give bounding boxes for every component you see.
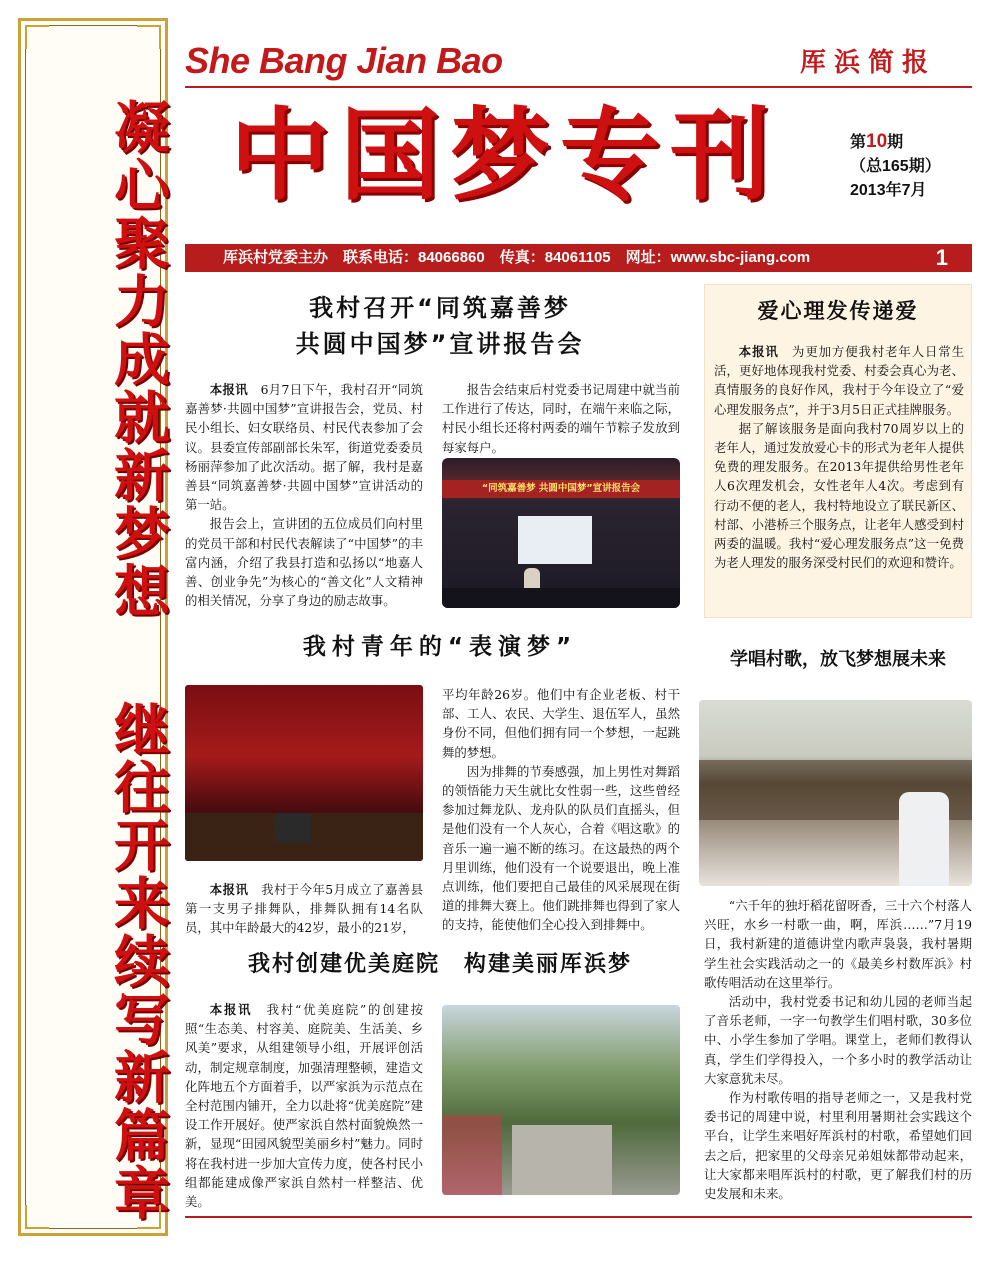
slogan-banner [18,18,171,1236]
article2-lead: 本报讯 [209,882,249,897]
article2-para2: 因为排舞的节奏感强，加上男性对舞蹈的领悟能力天生就比女性弱一些，这些曾经参加过舞龙队、龙舟队的队员们直摇头，但是他们没有一个人灰心，合着《唱这歌》的音乐一遍一遍不断的练习。在这最热的两个月里训练，他们没有一个说要退出，晚上准点训练，他们要把自己最佳的风采展现在街道的排舞大赛上。他们跳排舞也得到了家人的支持，能使他们全心投入到排舞中。 [442,763,680,933]
frame-corner-ornament [137,1205,161,1229]
slogan-top: 凝心聚力成就新梦想 [105,98,171,620]
article2-para1a: 我村于今年5月成立了嘉善县第一支男子排舞队，排舞队拥有14名队员，其中年龄最大的42岁，最小的21岁， [185,882,424,936]
article1-lead: 本报讯 [209,382,248,397]
issue-suffix: 期 [887,134,904,151]
student-figure [899,792,949,886]
projector-screen [518,516,592,564]
courtyard-path [512,1125,612,1195]
dance-photo [185,685,423,861]
stage-light [275,813,311,843]
article2-headline: 我村青年的“表演梦” [302,634,578,660]
sidebar2-para1: “六千年的独圩稻花留呀香，三十六个村落人兴旺，水乡一村歌一曲，啊，厍浜……”7月19日，我村新建的道德讲堂内歌声袅袅，我村暑期学生社会实践活动之一的《最美乡村数厍浜》村歌传唱活动在这里举行。 [704,898,972,990]
issue-prefix: 第 [850,134,867,151]
stage-floor [442,588,680,608]
lecture-photo [442,458,680,608]
info-bar-text: 厍浜村党委主办 联系电话：84066860 传真：84061105 网址：www.sbc-jiang.com [223,249,811,266]
issue-date: 2013年7月 [850,182,927,199]
article3-para1: 我村“优美庭院”的创建按照“生态美、村容美、庭院美、生活美、乡风美”要求，从组建领导小组，开展评创活动，制定规章制度，加强清理整顿，建造文化阵地五个方面着手，以严家浜为示范点在全村范围内铺开，全力以赴将“优美庭院”建设工作开展好。使严家浜自然村面貌焕然一新，显现“田园风貌型美丽乡村”魅力。同时将在我村进一步加大宣传力度，使各村民小组都能建成像严家浜自然村一样整洁、优美。 [185,1002,424,1210]
frame-corner-ornament [137,25,161,49]
sidebar1-headline: 爱心理发传递爱 [757,299,919,323]
classroom-photo [699,700,972,886]
issue-number-line [850,130,941,155]
sidebar1-para1: 为更加方便我村老年人日常生活，更好地体现我村党委、村委会真心为老、真情服务的良好作风，我村于今年设立了“爱心理发服务点”，并于3月5日正式挂牌服务。 [714,344,965,417]
article2-para1b: 平均年龄26岁。他们中有企业老板、村干部、工人、农民、大学生、退伍军人，虽然身份不同，但他们拥有同一个梦想，一起跳舞的梦想。 [442,687,680,760]
lecture-photo-banner: “同筑嘉善梦 共圆中国梦”宣讲报告会 [442,480,680,498]
sidebar2-para2: 活动中，我村党委书记和幼儿园的老师当起了音乐老师，一字一句教学生们唱村歌，30多位中、小学生参加了学唱。课堂上，老师们教得认真，学生们学得投入，一个多小时的教学活动让大家意犹未尽。 [704,994,972,1086]
sidebar1-body [714,342,964,572]
article3-lead: 本报讯 [209,1002,253,1017]
article1-headline-line2: 共圆中国梦”宣讲报告会 [295,330,585,358]
article1-para1: 6月7日下午，我村召开“同筑嘉善梦·共圆中国梦”宣讲报告会，党员、村民小组长、妇女联络员、村民代表参加了会议。县委宣传部副部长朱军，街道党委委员杨丽萍参加了此次活动。据了解，我村是嘉善县“同筑嘉善梦·共圆中国梦”宣讲活动的第一站。 [185,382,424,513]
page-number: 1 [935,245,948,270]
sidebar1-para2: 据了解该服务是面向我村70周岁以上的老年人，通过发放爱心卡的形式为老年人提供免费的理发服务。在2013年提供给男性老年人6次理发机会，女性老年人4次。考虑到有行动不便的老人，我村特地设立了联民新区、村部、小港桥三个服务点，让老年人感受到村两委的温暖。我村“爱心理发服务点”这一免费为老人理发的服务深受村民们的欢迎和赞许。 [714,420,964,571]
total-issue: （总165期） [850,158,941,175]
masthead-main-title: 中国梦专刊 [230,96,780,214]
bottom-rule [185,1216,972,1218]
article2-column1 [185,880,423,938]
sidebar2-headline: 学唱村歌，放飞梦想展未来 [730,649,946,670]
masthead-chinese-small-title: 厍浜简报 [800,48,937,78]
article1-headline-line1: 我村召开“同筑嘉善梦 [309,294,571,322]
frame-corner-ornament [25,25,49,49]
sidebar2-body [704,896,972,1203]
flower-bed [442,1115,502,1195]
article2-column2 [442,685,680,935]
masthead-english-title: She Bang Jian Bao [185,40,503,81]
sidebar2-para3: 作为村歌传唱的指导老师之一，又是我村党委书记的周建中说，村里利用暑期社会实践这个平台，让学生来唱好厍浜村的村歌，希望她们回去之后，把家里的父母亲兄弟姐妹都带动起来，让大家都来唱厍浜村的村歌，更了解我们村的历史发展和未来。 [704,1090,972,1202]
article1-column1 [185,380,423,610]
article1-headline [185,290,695,362]
sidebar1-lead: 本报讯 [738,344,779,359]
article3-headline: 我村创建优美庭院 构建美丽厍浜梦 [247,952,632,977]
article1-para2: 报告会上，宣讲团的五位成员们向村里的党员干部和村民代表解读了“中国梦”的丰富内涵，介绍了我县打造和弘扬以“地嘉人善、创业争先”为核心的“善文化”人文精神的相关情况，分享了身边的励志故事。 [185,516,423,609]
slogan-bottom: 继往开来续写新篇章 [105,700,171,1222]
article1-column2 [442,380,680,457]
article1-para3: 报告会结束后村党委书记周建中就当前工作进行了传达，同时，在端午来临之际，村民小组长还将村两委的端午节粽子发放到每家每户。 [442,382,680,455]
masthead-rule [185,86,972,88]
issue-info [850,130,941,203]
frame-corner-ornament [25,1205,49,1229]
issue-number: 10 [866,131,888,152]
courtyard-photo [442,1005,680,1195]
article3-column1 [185,1000,423,1211]
info-bar [185,244,972,272]
